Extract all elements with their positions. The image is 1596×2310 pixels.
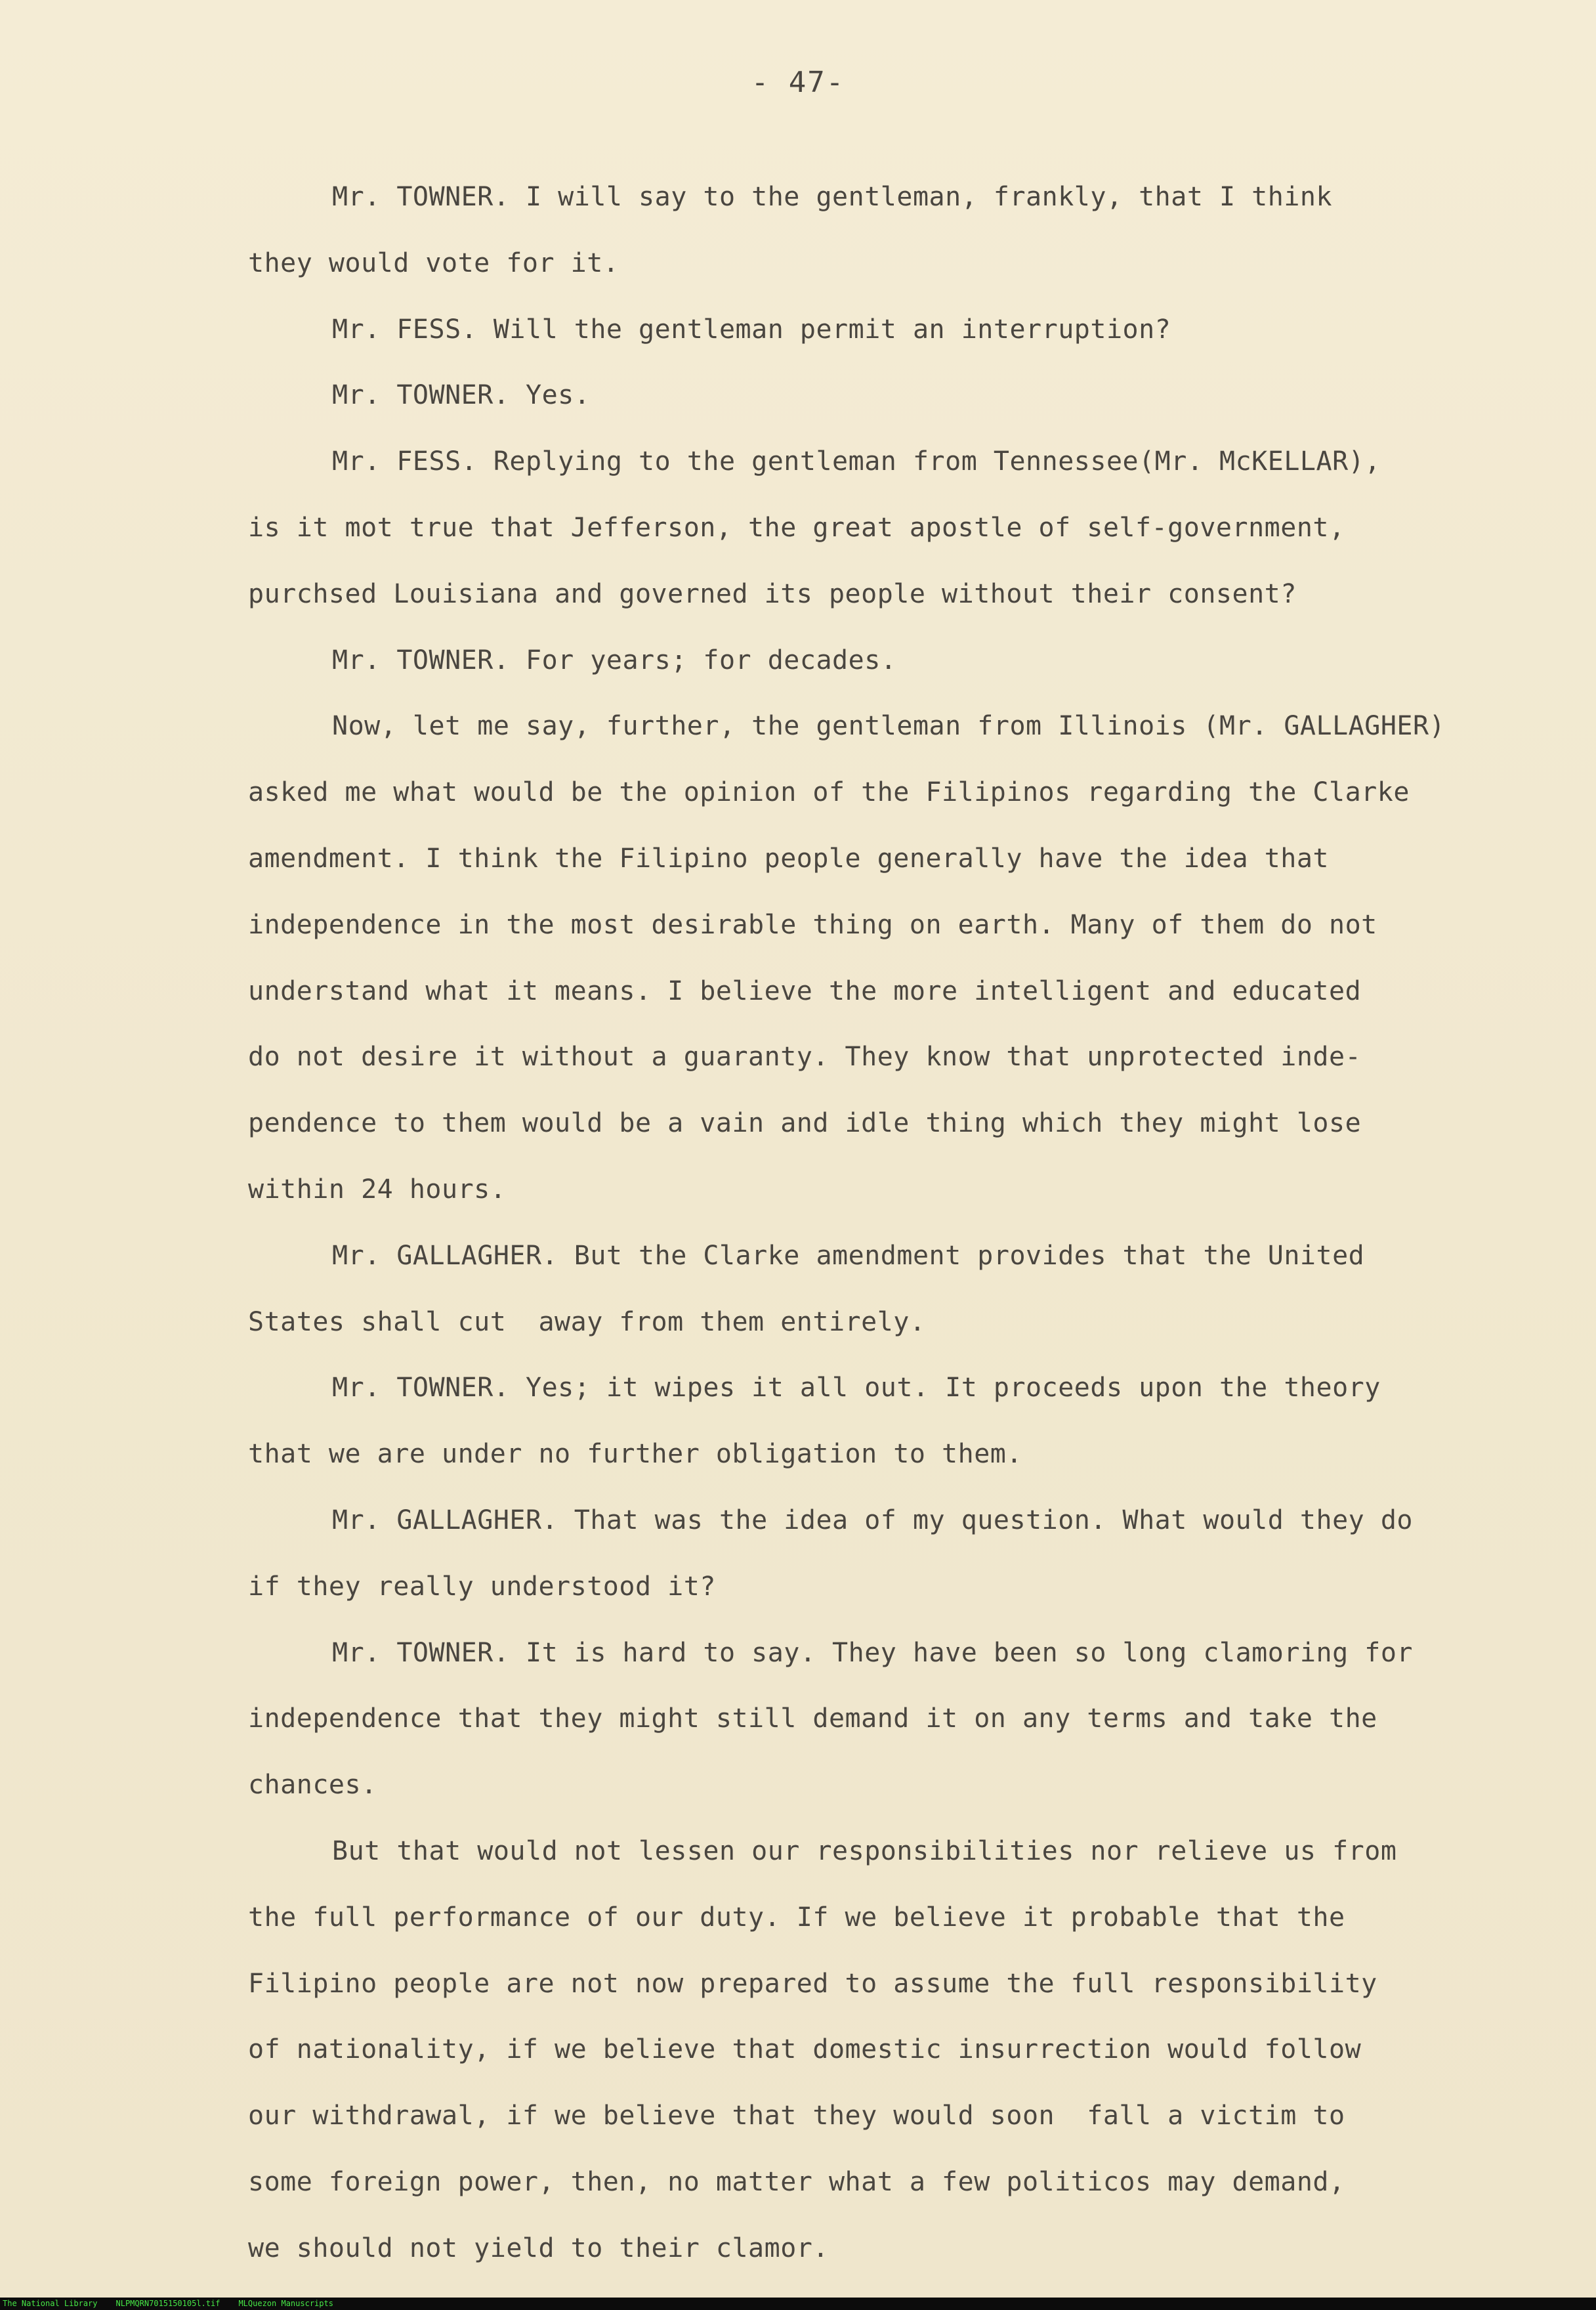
text-line: amendment. I think the Filipino people generally have the idea that	[248, 843, 1329, 874]
text-line: do not desire it without a guaranty. They know that unprotected inde-	[248, 1042, 1362, 1073]
text-line: asked me what would be the opinion of the Filipinos regarding the Clarke	[248, 777, 1410, 808]
text-line: Now, let me say, further, the gentleman from Illinois (Mr. GALLAGHER)	[332, 711, 1446, 742]
text-line: Mr. GALLAGHER. That was the idea of my question. What would they do	[332, 1505, 1413, 1535]
text-line: is it mot true that Jefferson, the great apostle of self-government,	[248, 512, 1345, 543]
text-line: chances.	[248, 1770, 377, 1801]
text-line: of nationality, if we believe that domestic insurrection would follow	[248, 2034, 1362, 2065]
text-line: Mr. TOWNER. Yes; it wipes it all out. It proceeds upon the theory	[332, 1373, 1381, 1403]
text-line: Mr. FESS. Will the gentleman permit an interruption?	[332, 314, 1171, 345]
text-line: But that would not lessen our responsibilities nor relieve us from	[332, 1835, 1397, 1866]
text-line: they would vote for it.	[248, 247, 620, 278]
text-line: Filipino people are not now prepared to assume the full responsibility	[248, 1968, 1377, 1999]
text-line: within 24 hours.	[248, 1174, 507, 1205]
text-line: some foreign power, then, no matter what a few politicos may demand,	[248, 2166, 1345, 2197]
text-line: States shall cut away from them entirely.	[248, 1306, 926, 1337]
footer-file: NLPMQRN7015150105l.tif	[116, 2299, 220, 2308]
text-line: our withdrawal, if we believe that they would soon fall a victim to	[248, 2101, 1345, 2131]
text-line: purchsed Louisiana and governed its people without their consent?	[248, 578, 1297, 609]
text-line: Mr. TOWNER. Yes.	[332, 380, 591, 411]
body-text	[248, 164, 1482, 2282]
text-line: we should not yield to their clamor.	[248, 2233, 829, 2263]
footer-library: The National Library	[3, 2299, 98, 2308]
text-line: pendence to them would be a vain and idle thing which they might lose	[248, 1108, 1362, 1139]
text-line: Mr. TOWNER. For years; for decades.	[332, 645, 897, 675]
text-line: independence that they might still demand it on any terms and take the	[248, 1703, 1377, 1734]
text-line: Mr. GALLAGHER. But the Clarke amendment provides that the United	[332, 1240, 1365, 1271]
text-line: that we are under no further obligation to them.	[248, 1439, 1022, 1470]
text-line: Mr. TOWNER. I will say to the gentleman, frankly, that I think	[332, 182, 1333, 212]
text-line: independence in the most desirable thing on earth. Many of them do not	[248, 909, 1377, 940]
text-line: the full performance of our duty. If we believe it probable that the	[248, 1902, 1345, 1933]
page-number: - 47-	[751, 66, 845, 99]
text-line: understand what it means. I believe the more intelligent and educated	[248, 975, 1362, 1006]
footer-collection: MLQuezon Manuscripts	[238, 2299, 333, 2308]
text-line: Mr. TOWNER. It is hard to say. They have been so long clamoring for	[332, 1637, 1413, 1668]
text-line: Mr. FESS. Replying to the gentleman from Tennessee(Mr. McKELLAR),	[332, 446, 1381, 477]
scan-footer	[0, 2298, 1596, 2310]
text-line: if they really understood it?	[248, 1571, 716, 1602]
